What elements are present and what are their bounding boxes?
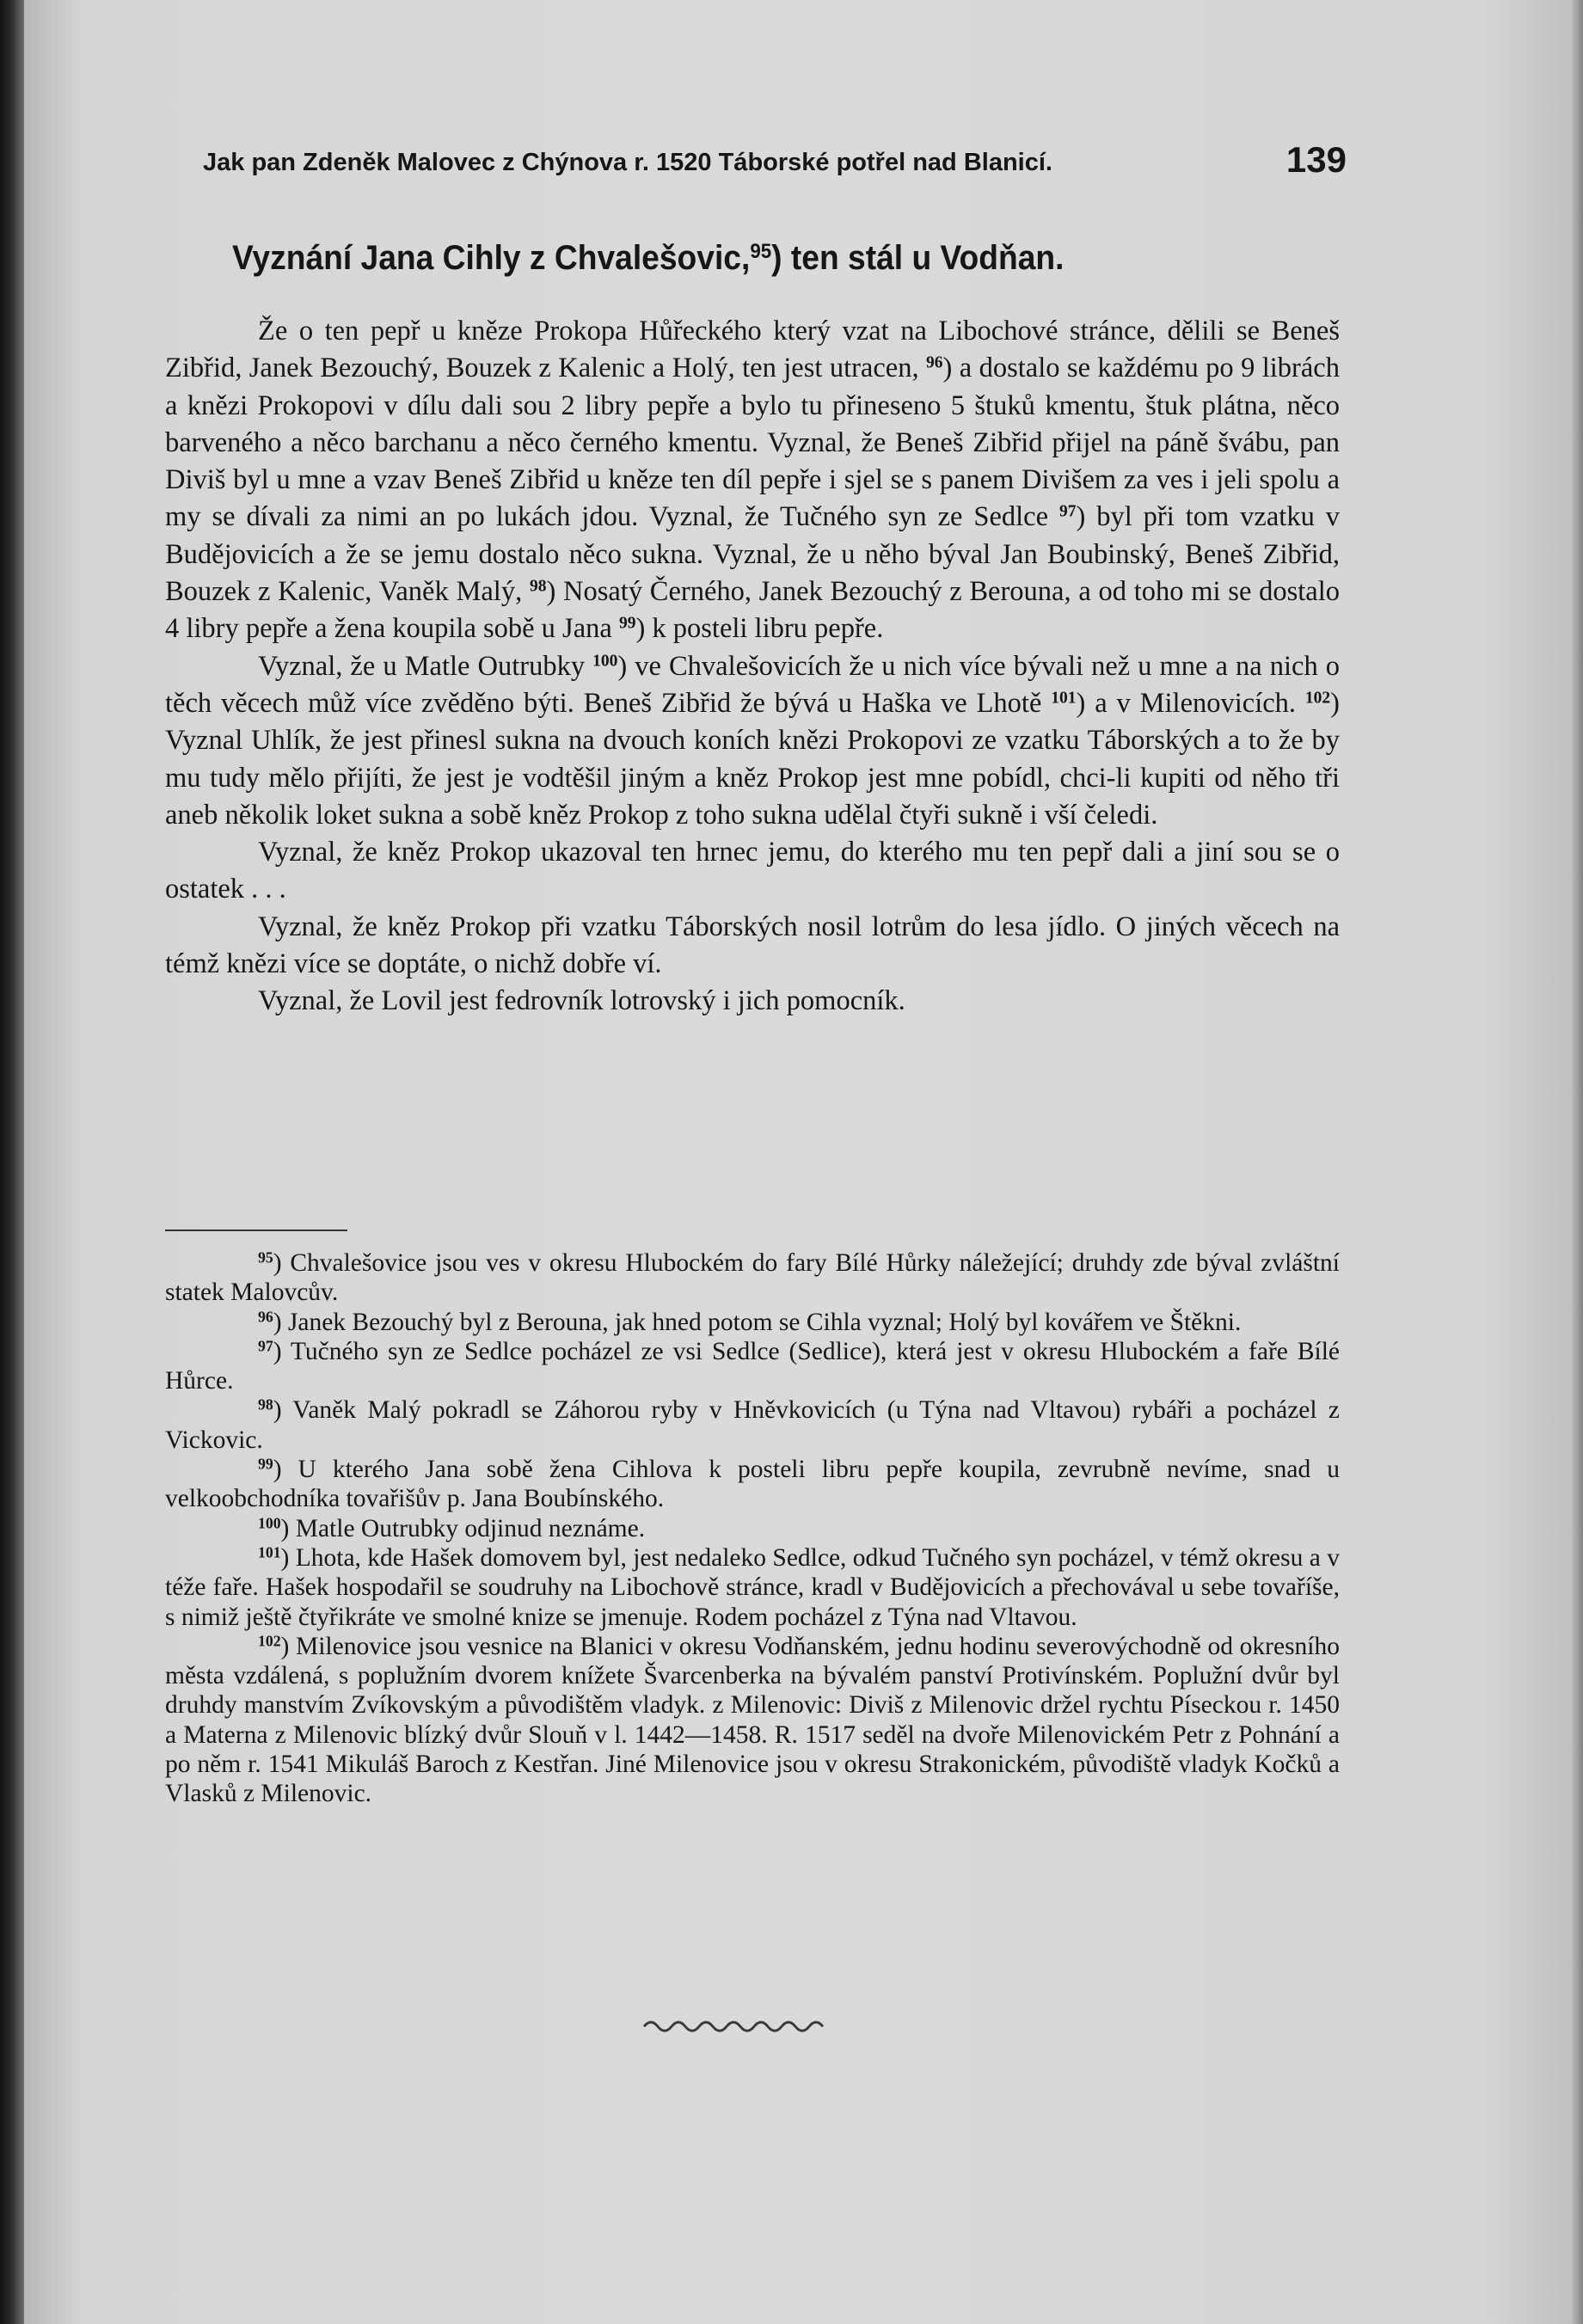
footnote bbox=[165, 1248, 1340, 1308]
footnote-ref: 95 bbox=[750, 239, 772, 263]
page-number: 139 bbox=[1285, 139, 1347, 180]
footnote bbox=[165, 1337, 1340, 1396]
footnote bbox=[165, 1395, 1340, 1455]
footnote-text: ) Tučného syn ze Sedlce pocházel ze vsi Sedlce (Sedlice), která jest v okresu Hlubockém a faře Bílé Hůrce. bbox=[165, 1337, 1340, 1395]
paragraph-text: ) a v Milenovicích. bbox=[1076, 687, 1305, 719]
footnote bbox=[165, 1308, 1340, 1337]
footnote bbox=[165, 1543, 1340, 1632]
paragraph-text: ) Nosatý Černého, Janek Bezouchý z Berouna, a od toho mi se dostalo 4 libry pepře a žena koupila sobě u Jana bbox=[165, 576, 1340, 645]
footnote-ref: 98 bbox=[529, 577, 547, 596]
paragraph-text: Vyznal, že kněz Prokop při vzatku Táborských nosil lotrům do lesa jídlo. O jiných věcech na témž knězi více se doptáte, o nichž dobře ví. bbox=[165, 911, 1340, 980]
book-spine-shadow bbox=[0, 0, 24, 2324]
paragraph-text: Vyznal, že u Matle Outrubky bbox=[258, 650, 593, 682]
footnote-number: 102 bbox=[258, 1632, 281, 1650]
footnote-number: 101 bbox=[258, 1543, 281, 1561]
paragraph-text: Že o ten pepř u kněze Prokopa Hůřeckého který vzat na Libochové stránce, dělili se Beneš Zibřid, Janek Bezouchý, Bouzek z Kalenic a Holý, ten jest utracen, bbox=[165, 316, 1340, 384]
footnote-ref: 100 bbox=[592, 651, 618, 670]
footnote-number: 96 bbox=[258, 1307, 273, 1325]
main-text bbox=[165, 313, 1340, 1021]
footnote-text: ) U kterého Jana sobě žena Cihlova k posteli libru pepře koupila, zevrubně nevíme, snad u velkoobchodníka tovařišův p. Jana Boubínského. bbox=[165, 1456, 1340, 1513]
section-title-rest: ) ten stál u Vodňan. bbox=[771, 239, 1065, 277]
paragraph-text: ) Vyznal Uhlík, že jest přinesl sukna na dvouch koních knězi Prokopovi ze vzatku Táborských a to že by mu tudy mělo přijíti, že jest je vodtěšil jiným a kněz Prokop jest mne pobídl, chci-li kupiti od něho tři aneb několik loket sukna a sobě kněz Prokop z toho sukna udělal čtyři sukně i vší čeledi. bbox=[165, 687, 1340, 831]
footnote-ref: 102 bbox=[1304, 689, 1331, 708]
section-title-text: Vyznání Jana Cihly z Chvalešovic, bbox=[232, 239, 751, 277]
running-header bbox=[203, 129, 1347, 181]
paragraph-text: ) a dostalo se každému po 9 librách a knězi Prokopovi v dílu dali sou 2 libry pepře a bylo tu přineseno 5 štuků kmentu, štuk plátna, něco barveného a něco barchanu a něco černého kmentu. Vyznal, že Beneš Zibřid přijel na páně švábu, pan Diviš byl u mne a vzav Beneš Zibřid u kněze ten díl pepře i sjel se s panem Divišem za ves i jeli spolu a my se dívali za nimi an po lukách jdou. Vyznal, že Tučného syn ze Sedlce bbox=[165, 353, 1340, 533]
footnote-ref: 97 bbox=[1058, 502, 1077, 521]
footnote-text: ) Matle Outrubky odjinud neznáme. bbox=[280, 1514, 646, 1542]
footnote bbox=[165, 1632, 1340, 1809]
paragraph bbox=[165, 648, 1340, 834]
footnote-ref: 99 bbox=[618, 614, 636, 633]
footnote-number: 98 bbox=[258, 1395, 273, 1413]
footnote bbox=[165, 1514, 1340, 1543]
paragraph bbox=[165, 313, 1340, 648]
paragraph bbox=[165, 909, 1340, 984]
footnote-text: ) Lhota, kde Hašek domovem byl, jest nedaleko Sedlce, odkud Tučného syn pocházel, v témž okresu a v téže faře. Hašek hospodařil se soudruhy na Libochově stránce, kradl v Budějovicích a přechovával u sebe tovaříše, s nimiž ještě čtyřikráte ve smolné knize se jmenuje. Rodem pocházel z Týna nad Vltavou. bbox=[165, 1543, 1340, 1631]
page-edge-shadow bbox=[1571, 0, 1583, 2324]
footnote-text: ) Janek Bezouchý byl z Berouna, jak hned potom se Cihla vyznal; Holý byl kovářem ve Štěkni. bbox=[273, 1308, 1242, 1336]
footnote-number: 99 bbox=[258, 1455, 273, 1473]
footnote-text: ) Vaněk Malý pokradl se Záhorou ryby v Hněvkovicích (u Týna nad Vltavou) rybáři a pocházel z Vickovic. bbox=[165, 1396, 1340, 1454]
paragraph-text: Vyznal, že kněz Prokop ukazoval ten hrnec jemu, do kterého mu ten pepř dali a jiní sou se o ostatek . . . bbox=[165, 837, 1340, 905]
footnote-text: ) Milenovice jsou vesnice na Blanici v okresu Vodňanském, jednu hodinu severovýchodně od okresního města vzdálená, s poplužním dvorem knížete Švarcenberka na bývalém panství Protivínském. Poplužní dvůr byl druhdy manstvím Zvíkovským a původištěm vladyk. z Milenovic: Diviš z Milenovic držel rychtu Píseckou r. 1450 a Materna z Milenovic blízký dvůr Slouň v l. 1442—1458. R. 1517 seděl na dvoře Milenovickém Petr z Pohnání a po něm r. 1541 Mikuláš Baroch z Kestřan. Jiné Milenovice jsou v okresu Strakonickém, původiště vladyk Kočků a Vlasků z Milenovic. bbox=[165, 1632, 1340, 1808]
paragraph bbox=[165, 834, 1340, 909]
footnote-number: 95 bbox=[258, 1248, 273, 1266]
paragraph-text: Vyznal, že Lovil jest fedrovník lotrovský i jich pomocník. bbox=[258, 985, 905, 1017]
paragraph bbox=[165, 983, 1340, 1020]
footnote-ref: 96 bbox=[926, 353, 943, 372]
end-ornament-icon bbox=[641, 2015, 831, 2038]
footnote-separator bbox=[165, 1229, 347, 1231]
paragraph-text: ) ve Chvalešovicích že u nich více bývali než u mne a na nich o těch věcech můž více zvěděno býti. Beneš Zibřid že bývá u Haška ve Lhotě bbox=[165, 650, 1341, 719]
footnotes bbox=[165, 1248, 1340, 1809]
footnote-number: 97 bbox=[258, 1337, 273, 1355]
paragraph-text: ) k posteli libru pepře. bbox=[635, 613, 884, 645]
running-title: Jak pan Zdeněk Malovec z Chýnova r. 1520 Táborské potřel nad Blanicí. bbox=[203, 149, 1052, 176]
footnote bbox=[165, 1455, 1340, 1514]
footnote-ref: 101 bbox=[1051, 689, 1077, 708]
footnote-text: ) Chvalešovice jsou ves v okresu Hlubockém do fary Bílé Hůrky náležející; druhdy zde býval zvláštní statek Malovcův. bbox=[165, 1249, 1340, 1307]
footnote-number: 100 bbox=[258, 1513, 281, 1531]
section-title bbox=[232, 239, 1272, 278]
paragraph-text: ) byl při tom vzatku v Budějovicích a že se jemu dostalo něco sukna. Vyznal, že u něho býval Jan Boubinský, Beneš Zibřid, Bouzek z Kalenic, Vaněk Malý, bbox=[165, 501, 1340, 608]
